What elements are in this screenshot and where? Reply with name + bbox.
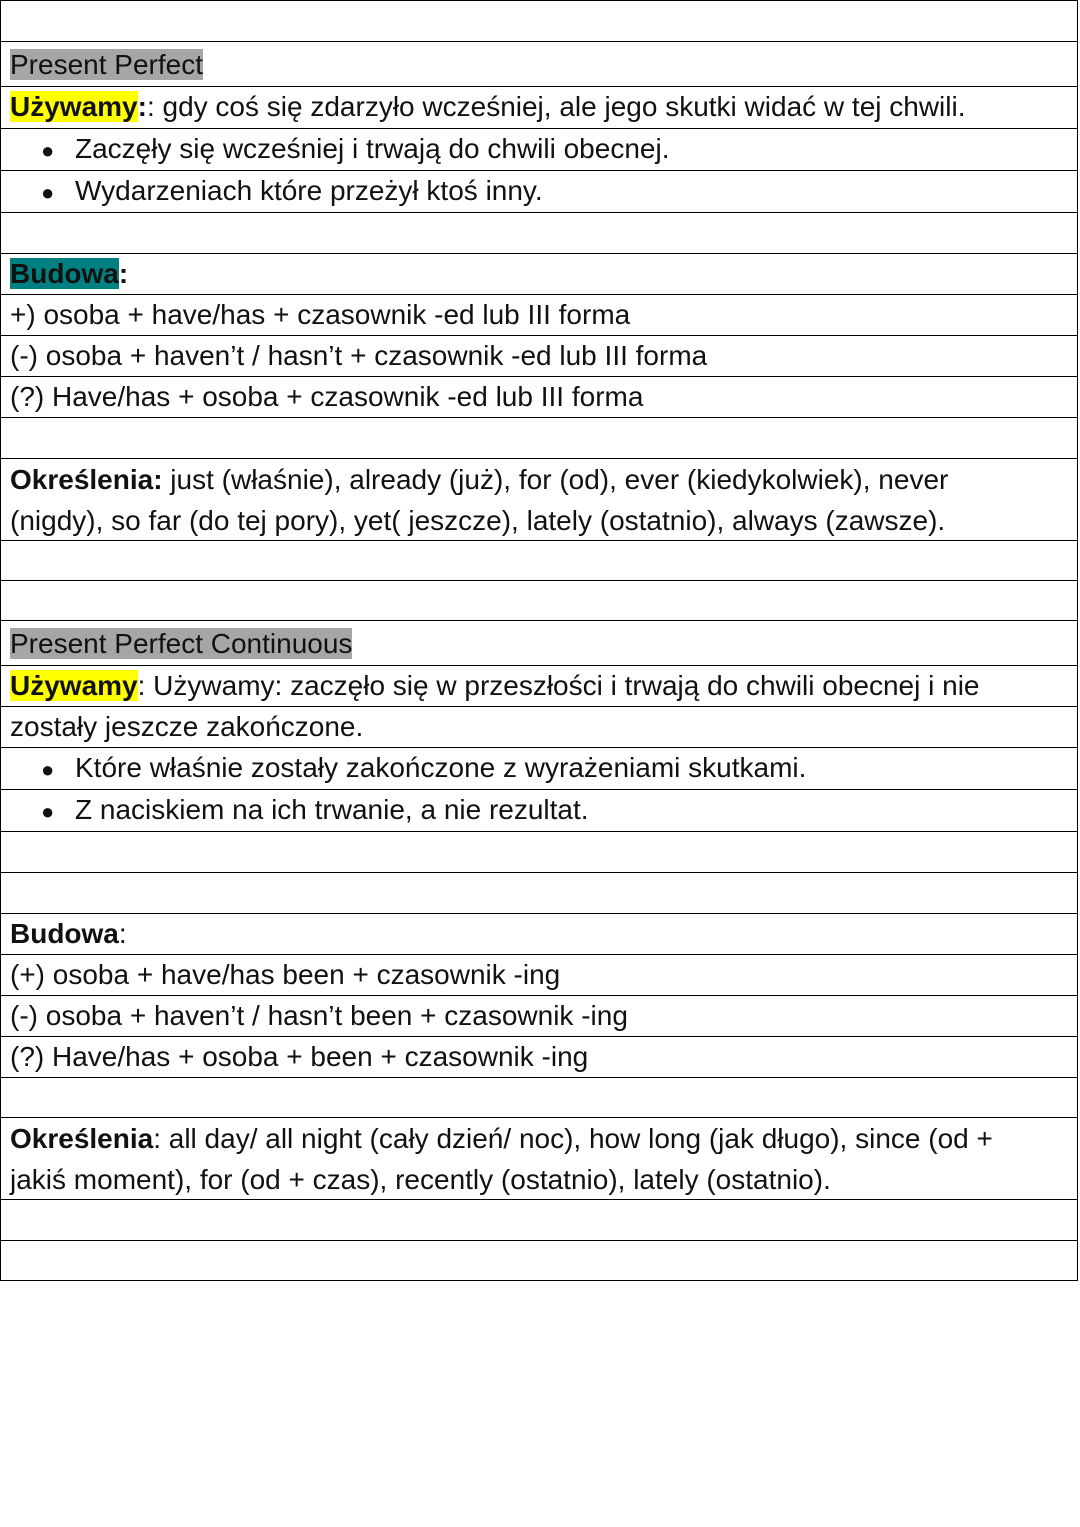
expressions-text-1: : all day/ all night (cały dzień/ noc), how long (jak długo), since (od + bbox=[153, 1123, 993, 1154]
expressions-row bbox=[0, 1117, 1078, 1199]
structure-question: (?) Have/has + osoba + czasownik -ed lub III forma bbox=[10, 381, 644, 412]
empty-row bbox=[0, 212, 1078, 253]
structure-positive: (+) osoba + have/has been + czasownik -ing bbox=[10, 959, 561, 990]
structure-question: (?) Have/has + osoba + been + czasownik -ing bbox=[10, 1041, 589, 1072]
expressions-text-2: (nigdy), so far (do tej pory), yet( jeszcze), lately (ostatnio), always (zawsze). bbox=[10, 505, 946, 536]
structure-label: Budowa bbox=[10, 918, 119, 949]
structure-colon: : bbox=[118, 258, 129, 289]
expressions-text-1: just (właśnie), already (już), for (od), ever (kiedykolwiek), never bbox=[162, 464, 949, 495]
section-title-present-perfect: Present Perfect bbox=[10, 49, 203, 80]
bullet-row bbox=[0, 128, 1078, 170]
bullet-icon: ● bbox=[41, 180, 55, 205]
empty-row bbox=[0, 831, 1078, 872]
structure-heading-row bbox=[0, 253, 1078, 294]
empty-row bbox=[0, 1077, 1078, 1117]
empty-row bbox=[0, 872, 1078, 913]
expressions-row bbox=[0, 458, 1078, 540]
bullet-icon: ● bbox=[41, 757, 55, 782]
empty-row bbox=[0, 417, 1078, 458]
usage-row bbox=[0, 665, 1078, 706]
usage-colon: : bbox=[137, 91, 147, 122]
bullet-text: Z naciskiem na ich trwanie, a nie rezultat. bbox=[75, 794, 589, 825]
structure-line bbox=[0, 335, 1078, 376]
structure-label: Budowa bbox=[10, 258, 119, 289]
bullet-text: Zaczęły się wcześniej i trwają do chwili obecnej. bbox=[75, 133, 670, 164]
bullet-text: Wydarzeniach które przeżył ktoś inny. bbox=[75, 175, 543, 206]
structure-negative: (-) osoba + haven’t / hasn’t + czasownik -ed lub III forma bbox=[10, 340, 708, 371]
empty-row bbox=[0, 580, 1078, 620]
empty-row bbox=[0, 0, 1078, 41]
structure-line bbox=[0, 376, 1078, 417]
section-title-row bbox=[0, 41, 1078, 86]
usage-text: : gdy coś się zdarzyło wcześniej, ale jego skutki widać w tej chwili. bbox=[146, 91, 966, 122]
bullet-icon: ● bbox=[41, 138, 55, 163]
bullet-text: Które właśnie zostały zakończone z wyrażeniami skutkami. bbox=[75, 752, 807, 783]
empty-row bbox=[0, 540, 1078, 580]
structure-positive: +) osoba + have/has + czasownik -ed lub III forma bbox=[10, 299, 631, 330]
bullet-row bbox=[0, 789, 1078, 831]
usage-label: Używamy bbox=[10, 670, 138, 701]
structure-line bbox=[0, 1036, 1078, 1077]
structure-colon: : bbox=[118, 918, 127, 949]
expressions-text-2: jakiś moment), for (od + czas), recently (ostatnio), lately (ostatnio). bbox=[10, 1164, 831, 1195]
bullet-icon: ● bbox=[41, 799, 55, 824]
usage-text-continued: zostały jeszcze zakończone. bbox=[10, 711, 364, 742]
section-title-present-perfect-continuous: Present Perfect Continuous bbox=[10, 628, 353, 659]
structure-line bbox=[0, 954, 1078, 995]
usage-row-continued bbox=[0, 706, 1078, 747]
expressions-label: Określenia: bbox=[10, 464, 163, 495]
structure-line bbox=[0, 294, 1078, 335]
bullet-row bbox=[0, 747, 1078, 789]
bullet-row bbox=[0, 170, 1078, 212]
section-title-row bbox=[0, 620, 1078, 665]
structure-line bbox=[0, 995, 1078, 1036]
empty-row bbox=[0, 1240, 1078, 1281]
expressions-label: Określenia bbox=[10, 1123, 154, 1154]
usage-label: Używamy bbox=[10, 91, 138, 122]
structure-negative: (-) osoba + haven’t / hasn’t been + czasownik -ing bbox=[10, 1000, 628, 1031]
empty-row bbox=[0, 1199, 1078, 1240]
usage-row bbox=[0, 86, 1078, 128]
structure-heading-row bbox=[0, 913, 1078, 954]
usage-text: : Używamy: zaczęło się w przeszłości i trwają do chwili obecnej i nie bbox=[137, 670, 980, 701]
